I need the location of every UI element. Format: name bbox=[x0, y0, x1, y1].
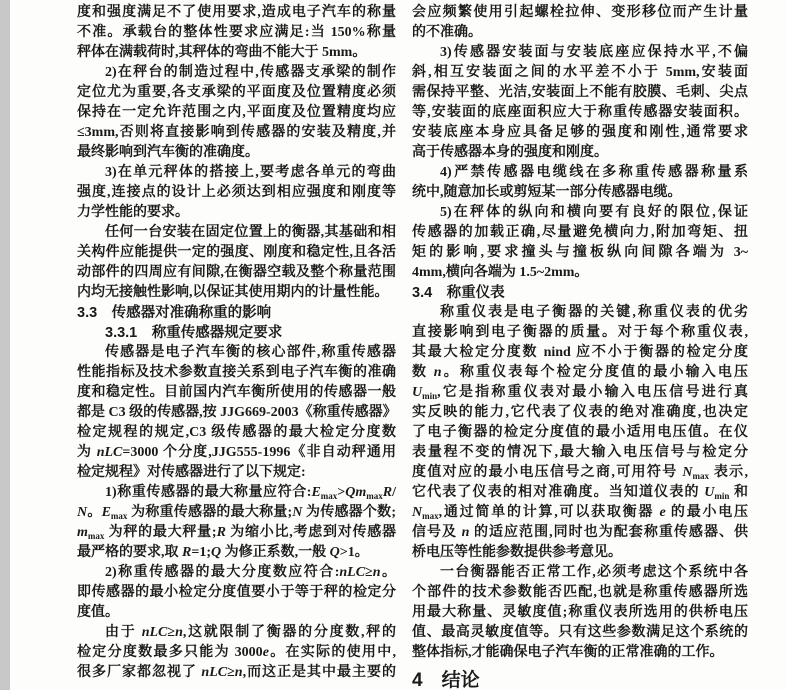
section-heading: 3.4 称重仪表 bbox=[412, 285, 505, 301]
text-line: N。$E_{max}$ 为称重传感器的最大称量;N 为传感器个数; bbox=[77, 505, 396, 521]
text-line: 检定规程》对传感器进行了以下规定: bbox=[77, 465, 306, 480]
text-line: 即传感器的最小检定分度值要小于等于秤的检定分 bbox=[77, 585, 396, 600]
text-line: 最严格的要求,取 R=1;Q 为修正系数,一般 Q>1。 bbox=[77, 545, 369, 560]
text-line: 斜,相互安装面之间的水平差不小于 5mm,安装面 bbox=[412, 65, 748, 80]
text-line: 内均无接触性影响,以保证其使用期内的计量性能。 bbox=[77, 285, 389, 300]
text-line: 3)传感器安装面与安装底座应保持水平,不偏 bbox=[440, 45, 748, 60]
text-line: 传感器是电子汽车衡的核心部件,称重传感器 bbox=[105, 345, 396, 360]
section-heading: 4 结论 bbox=[412, 670, 480, 690]
text-line: 力学性能的要求。 bbox=[77, 205, 189, 220]
text-line: 矩的影响,要求撞头与撞板纵向间隙各端为 3~ bbox=[412, 245, 748, 260]
text-line: 4)严禁传感器电缆线在多称重传感器称量系 bbox=[440, 165, 748, 180]
text-line: 很多厂家都忽视了 nLC≥n,而这正是其中最主要的 bbox=[77, 665, 397, 680]
text-line: 度值。 bbox=[77, 605, 119, 620]
text-line: 2)称重传感器的最大分度数应符合:nLC≥n。 bbox=[105, 565, 396, 580]
text-line: 统中,随意加长或剪短某一部分传感器电缆。 bbox=[412, 185, 682, 200]
text-line: 5)在秤体的纵向和横向要有良好的限位,保证 bbox=[440, 205, 748, 220]
section-heading: 3.3 传感器对准确称重的影响 bbox=[77, 305, 272, 321]
text-line: 实反映的能力,它代表了仪表的绝对准确度,也决定 bbox=[412, 405, 748, 420]
text-line: 为 nLC=3000 个分度,JJG555-1996《非自动秤通用 bbox=[77, 445, 397, 460]
section-heading: 3.3.1 称重传感器规定要求 bbox=[105, 325, 283, 341]
text-line: 一台衡器能否正常工作,必须考虑这个系统中各 bbox=[440, 565, 748, 580]
text-line: 个部件的技术参数能否匹配,也就是称重传感器所选 bbox=[412, 585, 748, 600]
text-line: 由于 nLC≥n,这就限制了衡器的分度数,秤的 bbox=[105, 625, 397, 640]
text-line: 1)称重传感器的最大称量应符合$:E_{max}>Qm_{max}R/$ bbox=[105, 485, 396, 501]
text-line: 的不准确。 bbox=[412, 25, 482, 40]
text-line: 动部件的四周应有间隙,在衡器空载及整个称量范围 bbox=[77, 265, 396, 280]
text-line: 了电子衡器的检定分度值的最小适用电压值。在仪 bbox=[412, 425, 748, 440]
text-line: 其最大检定分度数 nind 应不小于衡器的检定分度 bbox=[412, 345, 748, 360]
text-line: 会应频繁使用引起螺栓拉伸、变形移位而产生计量 bbox=[412, 5, 748, 20]
text-line: 都是 C3 级的传感器,按 JJG669-2003《称重传感器》 bbox=[77, 405, 397, 420]
text-line: 定位尤为重要,各支承梁的平面度及位置精度必须 bbox=[77, 85, 396, 100]
right-text-column bbox=[412, 3, 748, 690]
text-line: 表量程不变的情况下,最大输入电压信号与检定分 bbox=[412, 445, 748, 460]
text-line: 信号及 n 的适应范围,同时也为配套称重传感器、供 bbox=[412, 525, 749, 540]
text-line: 整体指标,才能确保电子汽车衡的正常准确的工作。 bbox=[412, 645, 724, 660]
text-line: 秤体在满载荷时,其秤体的弯曲不能大于 5mm。 bbox=[77, 45, 367, 60]
text-line: 检定分度数最多只能为 3000e。在实际的使用中, bbox=[77, 645, 397, 660]
text-line: 任何一台安装在固定位置上的衡器,其基础和相 bbox=[105, 225, 396, 240]
text-line: 4mm,横向各端为 1.5~2mm。 bbox=[412, 265, 589, 280]
text-line: 等,安装面的底座面积应大于称重传感器安装面积。 bbox=[412, 105, 748, 120]
text-line: 桥电压等性能参数提供参考意见。 bbox=[412, 545, 622, 560]
text-line: 强度,连接点的设计上必须达到相应强度和刚度等 bbox=[77, 185, 396, 200]
text-line: 度和强度满足不了使用要求,造成电子汽车的称量 bbox=[77, 5, 396, 20]
text-line: $N_{max}$,通过简单的计算,可以获取衡器 e 的最小电压 bbox=[412, 505, 749, 521]
text-line: $U_{min}$,它是指称重仪表对最小输入电压信号进行真 bbox=[412, 385, 748, 401]
text-line: 直接影响到电子衡器的质量。对于每个称重仪表, bbox=[412, 325, 748, 340]
text-line: 保持在一定允许范围之内,平面度及位置精度均应 bbox=[77, 105, 396, 120]
text-line: ≤3mm,否则将直接影响到传感器的安装及精度,并 bbox=[77, 125, 396, 140]
text-line: 安装底座本身应具备足够的强度和刚性,通常要求 bbox=[412, 125, 748, 140]
text-line: 度和稳定性。目前国内汽车衡所使用的传感器一般 bbox=[77, 385, 396, 400]
text-line: 用最大称量、灵敏度值;称重仪表所选用的供桥电压 bbox=[412, 605, 748, 620]
text-line: 不准。承载台的整体性要求应满足:当 150%称量 bbox=[77, 25, 396, 40]
text-line: $m_{max}$ 为秤的最大秤量;R 为缩小比,考虑到对传感器 bbox=[77, 525, 396, 541]
text-line: 它代表了仪表的相对准确度。当知道仪表的 $U_{min}$ 和 bbox=[412, 485, 749, 501]
text-line: 度值对应的最小电压信号之商,可用符号 $N_{max}$ 表示, bbox=[412, 465, 749, 481]
text-line: 数 n。称重仪表每个检定分度值的最小输入电压 bbox=[412, 365, 749, 380]
text-line: 最终影响到汽车衡的准确度。 bbox=[77, 145, 259, 160]
text-line: 关构件应能提供一定的强度、刚度和稳定性,且各活 bbox=[77, 245, 396, 260]
text-line: 称重仪表是电子衡器的关键,称重仪表的优劣 bbox=[440, 305, 748, 320]
left-text-column bbox=[77, 3, 396, 683]
text-line: 高于传感器本身的强度和刚度。 bbox=[412, 145, 608, 160]
text-line: 传感器的加载正确,尽量避免横向力,附加弯矩、扭 bbox=[412, 225, 748, 240]
text-line: 2)在秤台的制造过程中,传感器支承梁的制作 bbox=[105, 65, 396, 80]
text-line: 值、最高灵敏度值等。只有这些参数满足这个系统的 bbox=[412, 625, 748, 640]
text-line: 3)在单元秤体的搭接上,要考虑各单元的弯曲 bbox=[105, 165, 396, 180]
text-line: 需保持平整、光洁,安装面上不能有胶膜、毛刺、尖点 bbox=[412, 85, 748, 100]
scan-edge-shadow bbox=[0, 0, 10, 690]
text-line: 检定规程的规定,C3 级传感器的最大检定分度数 bbox=[77, 425, 396, 440]
text-line: 性能指标及技术参数直接关系到电子汽车衡的准确 bbox=[77, 365, 396, 380]
